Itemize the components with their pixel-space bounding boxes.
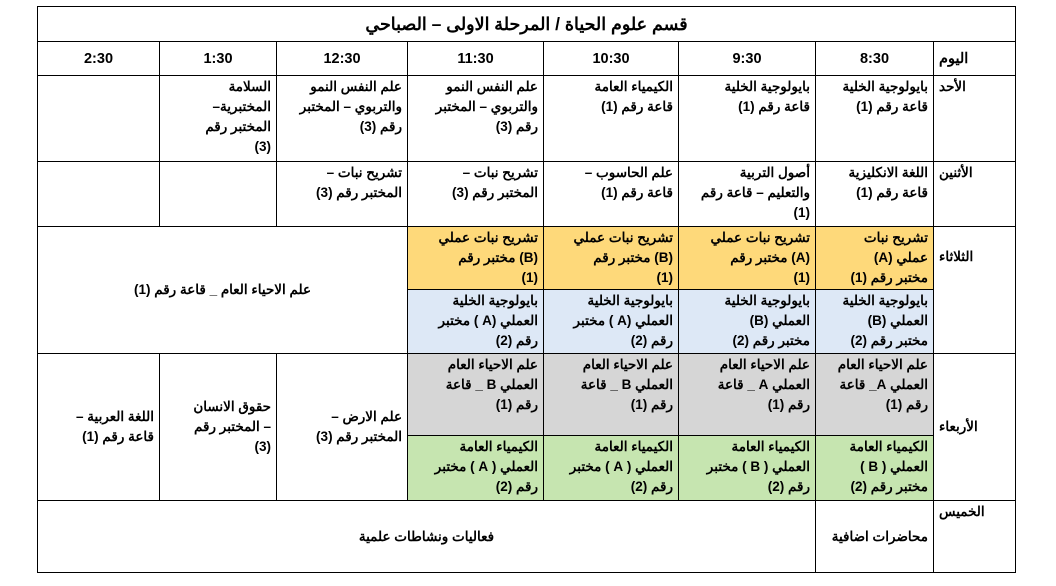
day-label-tuesday: الثلاثاء xyxy=(934,227,1016,354)
cell: محاضرات اضافية xyxy=(816,501,934,573)
time-header: 2:30 xyxy=(38,42,160,76)
header-row xyxy=(38,42,1016,76)
cell: بايولوجية الخلية قاعة رقم (1) xyxy=(816,76,934,162)
cell: علم الاحياء العام العملي A _ قاعة رقم (1) xyxy=(679,354,816,436)
cell: علم الحاسوب – قاعة رقم (1) xyxy=(544,162,679,227)
cell: تشريح نبات عملي (A) مختبر رقم (1) xyxy=(816,227,934,290)
cell: الكيمياء العامة العملي ( B ) مختبر رقم (2) xyxy=(816,436,934,501)
cell: السلامة المختبرية– المختبر رقم (3) xyxy=(160,76,277,162)
time-header: 8:30 xyxy=(816,42,934,76)
cell: علم النفس النمو والتربوي – المختبر رقم (3) xyxy=(408,76,544,162)
row-thursday xyxy=(38,501,1016,573)
day-label-thursday: الخميس xyxy=(934,501,1016,573)
cell: علم الاحياء العام العملي A_ قاعة رقم (1) xyxy=(816,354,934,436)
time-header: 10:30 xyxy=(544,42,679,76)
schedule-table xyxy=(37,6,1016,573)
cell: علم الاحياء العام العملي B _ قاعة رقم (1) xyxy=(544,354,679,436)
cell: بايولوجية الخلية العملي (B) مختبر رقم (2) xyxy=(816,290,934,354)
row-wednesday-1 xyxy=(38,354,1016,436)
day-label-monday: الأثنين xyxy=(934,162,1016,227)
cell: الكيمياء العامة العملي ( A ) مختبر رقم (2) xyxy=(408,436,544,501)
time-header: 11:30 xyxy=(408,42,544,76)
time-header: 12:30 xyxy=(277,42,408,76)
row-monday xyxy=(38,162,1016,227)
cell: بايولوجية الخلية العملي (A ) مختبر رقم (2) xyxy=(408,290,544,354)
cell: بايولوجية الخلية العملي (A ) مختبر رقم (2) xyxy=(544,290,679,354)
cell: تشريح نبات – المختبر رقم (3) xyxy=(408,162,544,227)
cell: تشريح نبات عملي (B) مختبر رقم (1) xyxy=(544,227,679,290)
cell: بايولوجية الخلية العملي (B) مختبر رقم (2) xyxy=(679,290,816,354)
cell: علم الاحياء العام العملي B _ قاعة رقم (1) xyxy=(408,354,544,436)
cell: علم النفس النمو والتربوي – المختبر رقم (3) xyxy=(277,76,408,162)
row-sunday xyxy=(38,76,1016,162)
cell: تشريح نبات عملي (A) مختبر رقم (1) xyxy=(679,227,816,290)
time-header: 1:30 xyxy=(160,42,277,76)
day-label-wednesday: الأربعاء xyxy=(934,354,1016,501)
cell: تشريح نبات – المختبر رقم (3) xyxy=(277,162,408,227)
cell: الكيمياء العامة العملي ( B ) مختبر رقم (2) xyxy=(679,436,816,501)
cell: اللغة الانكليزية قاعة رقم (1) xyxy=(816,162,934,227)
cell xyxy=(38,76,160,162)
page-title: قسم علوم الحياة / المرحلة الاولى – الصباحي xyxy=(38,7,1016,42)
cell: فعاليات ونشاطات علمية xyxy=(38,501,816,573)
cell xyxy=(160,162,277,227)
cell: تشريح نبات عملي (B) مختبر رقم (1) xyxy=(408,227,544,290)
day-header: اليوم xyxy=(934,42,1016,76)
cell: أصول التربية والتعليم – قاعة رقم (1) xyxy=(679,162,816,227)
cell: بايولوجية الخلية قاعة رقم (1) xyxy=(679,76,816,162)
cell: الكيمياء العامة العملي ( A ) مختبر رقم (2) xyxy=(544,436,679,501)
cell: اللغة العربية – قاعة رقم (1) xyxy=(38,354,160,501)
cell xyxy=(38,162,160,227)
row-tuesday-1 xyxy=(38,227,1016,290)
cell: علم الاحياء العام _ قاعة رقم (1) xyxy=(38,227,408,354)
cell: الكيمياء العامة قاعة رقم (1) xyxy=(544,76,679,162)
cell: علم الارض – المختبر رقم (3) xyxy=(277,354,408,501)
day-label-sunday: الأحد xyxy=(934,76,1016,162)
time-header: 9:30 xyxy=(679,42,816,76)
cell: حقوق الانسان – المختبر رقم (3) xyxy=(160,354,277,501)
